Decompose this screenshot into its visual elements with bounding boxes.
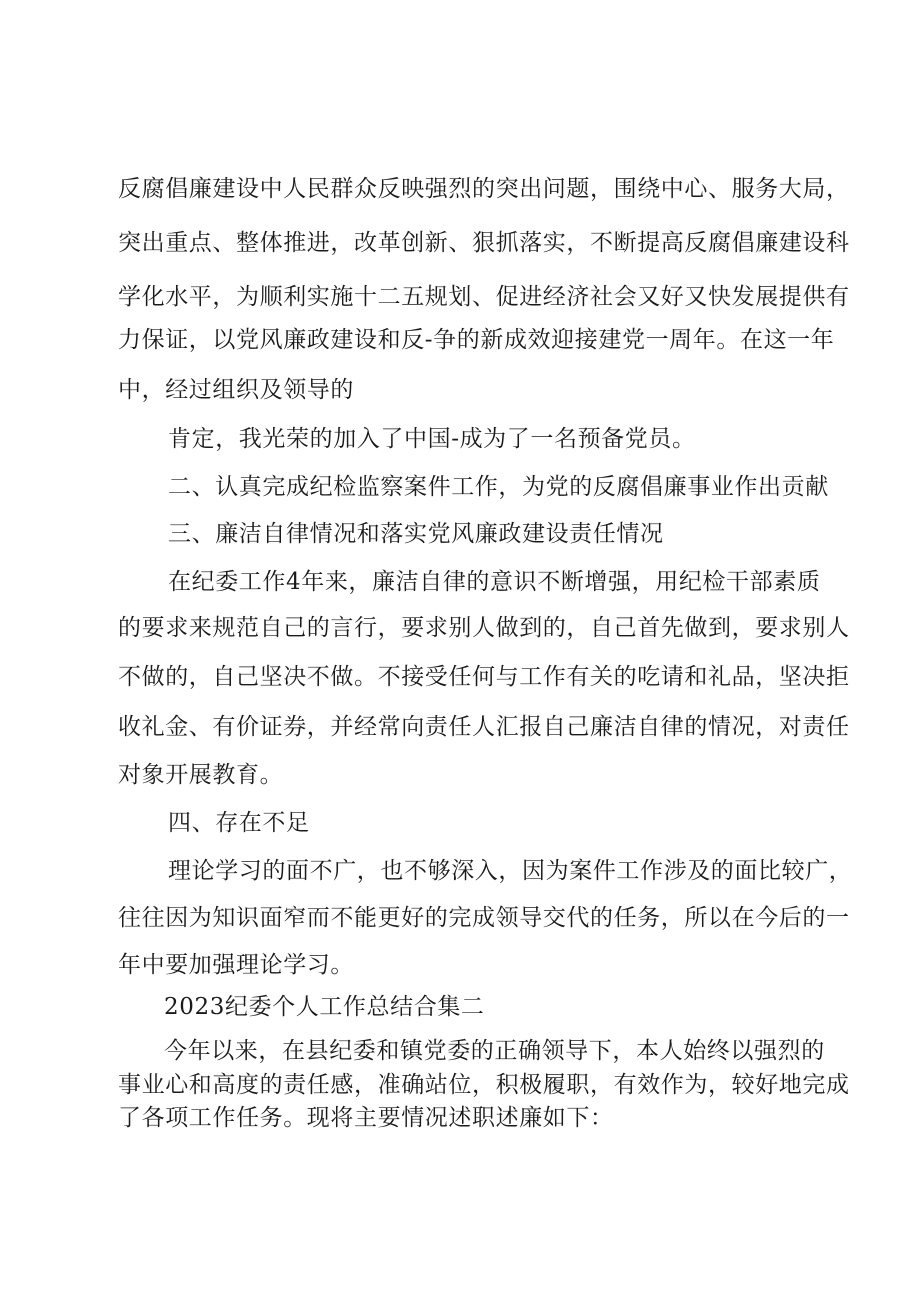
section-heading: 二、认真完成纪检监察案件工作，为党的反腐倡廉事业作出贡献 [168,474,829,500]
paragraph-line: 在纪委工作4年来，廉洁自律的意识不断增强，用纪检干部素质 [168,569,821,595]
paragraph-line: 今年以来，在县纪委和镇党委的正确领导下，本人始终以强烈的 [164,1038,825,1064]
paragraph-line: 了各项工作任务。现将主要情况述职述廉如下： [118,1105,614,1131]
paragraph-line: 突出重点、整体推进，改革创新、狠抓落实，不断提高反腐倡廉建设科 [118,230,850,256]
paragraph-line: 收礼金、有价证券，并经常向责任人汇报自己廉洁自律的情况，对责任 [118,714,850,740]
section-heading: 三、廉洁自律情况和落实党风廉政建设责任情况 [168,521,664,547]
paragraph-line: 中，经过组织及领导的 [118,377,354,403]
paragraph-line: 理论学习的面不广，也不够深入，因为案件工作涉及的面比较广， [168,858,853,884]
paragraph-line: 学化水平，为顺利实施十二五规划、促进经济社会又好又快发展提供有 [118,284,850,310]
paragraph-line: 不做的，自己坚决不做。不接受任何与工作有关的吃请和礼品，坚决拒 [118,664,850,690]
paragraph-line: 对象开展教育。 [118,762,284,788]
paragraph-line: 的要求来规范自己的言行，要求别人做到的，自己首先做到，要求别人 [118,615,850,641]
paragraph-line: 事业心和高度的责任感，准确站位，积极履职，有效作为，较好地完成 [118,1072,850,1098]
paragraph-line: 肯定，我光荣的加入了中国-成为了一名预备党员。 [168,426,696,452]
paragraph-line: 年中要加强理论学习。 [118,952,354,978]
paragraph-line: 力保证，以党风廉政建设和反-争的新成效迎接建党一周年。在这一年 [118,327,835,353]
paragraph-line: 往往因为知识面窄而不能更好的完成领导交代的任务，所以在今后的一 [118,905,850,931]
document-subtitle: 2023纪委个人工作总结合集二 [164,994,485,1020]
paragraph-line: 反腐倡廉建设中人民群众反映强烈的突出问题，围绕中心、服务大局， [118,176,850,202]
section-heading: 四、存在不足 [168,810,310,836]
